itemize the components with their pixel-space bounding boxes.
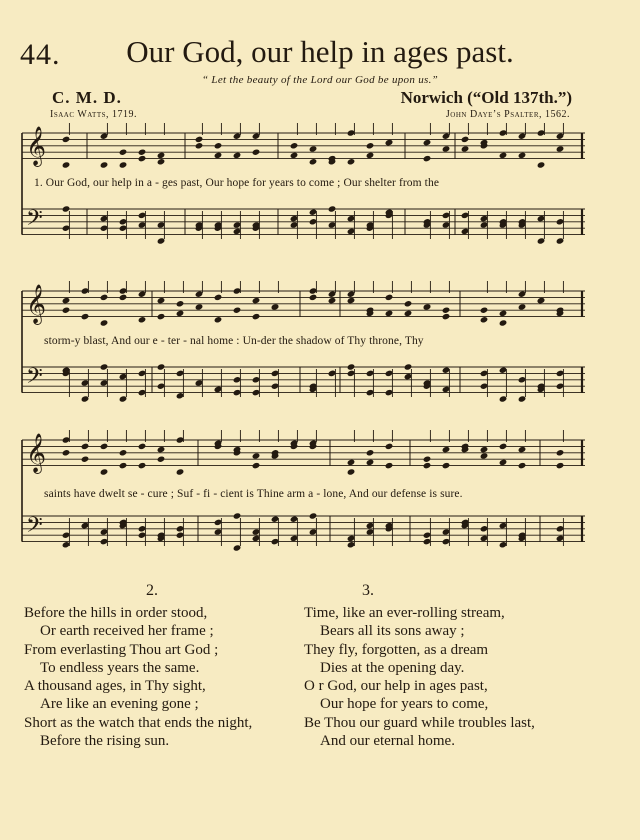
note-head	[499, 319, 508, 326]
note-head	[252, 149, 261, 156]
note-head	[214, 294, 223, 301]
note-head	[556, 145, 565, 152]
note-head	[366, 449, 375, 456]
note-head	[100, 468, 109, 475]
note-head	[499, 310, 508, 317]
note-head	[119, 161, 128, 168]
lyric-line-2: storm-y blast, And our e - ter - nal home : Un-der the shadow of Thy throne, Thy	[44, 335, 424, 347]
epigraph: “ Let the beauty of the Lord our God be upon us.”	[201, 74, 439, 86]
note-head	[100, 294, 109, 301]
note-head	[442, 145, 451, 152]
note-head	[480, 452, 489, 459]
note-head	[62, 161, 71, 168]
note-head	[309, 145, 318, 152]
note-head	[81, 313, 90, 320]
author-credit: Isaac Watts, 1719.	[50, 109, 137, 120]
note-head	[499, 152, 508, 159]
note-head	[119, 462, 128, 469]
meter-label: C. M. D.	[52, 88, 122, 107]
note-head	[252, 313, 261, 320]
tune-name: Norwich (“Old 137th.”)	[400, 88, 572, 107]
hymn-title: Our God, our help in ages past.	[126, 34, 514, 69]
note-head	[138, 149, 147, 156]
note-head	[347, 468, 356, 475]
note-head	[385, 294, 394, 301]
note-head	[423, 303, 432, 310]
bass-clef-icon: 𝄢	[26, 513, 43, 543]
note-head	[461, 136, 470, 143]
note-head	[423, 456, 432, 463]
note-head	[62, 307, 71, 314]
note-head	[385, 462, 394, 469]
verse-2	[24, 604, 252, 750]
note-head	[195, 136, 204, 143]
note-head	[499, 443, 508, 450]
note-head	[100, 443, 109, 450]
note-head	[537, 297, 546, 304]
note-head	[290, 152, 299, 159]
bass-clef-icon: 𝄢	[26, 364, 43, 394]
note-head	[195, 303, 204, 310]
hymn-number: 44.	[20, 38, 61, 71]
verse-line: And our eternal home.	[320, 733, 455, 750]
note-head	[233, 307, 242, 314]
verse-line: From everlasting Thou art God ;	[24, 641, 219, 658]
verse-line: Or earth received her frame ;	[40, 623, 214, 640]
note-head	[81, 443, 90, 450]
source-credit: John Daye’s Psalter, 1562.	[445, 109, 570, 120]
note-head	[404, 300, 413, 307]
note-head	[138, 462, 147, 469]
note-head	[119, 149, 128, 156]
note-head	[252, 462, 261, 469]
treble-clef-icon: 𝄞	[26, 126, 47, 166]
note-head	[328, 297, 337, 304]
note-head	[176, 300, 185, 307]
verse-3-number: 3.	[362, 582, 374, 599]
lyric-line-1: 1. Our God, our help in a - ges past, Our hope for years to come ; Our shelter from the	[34, 177, 440, 189]
verse-line: They fly, forgotten, as a dream	[304, 641, 489, 658]
verse-line: Time, like an ever-rolling stream,	[304, 605, 505, 621]
note-head	[309, 294, 318, 301]
verse-line: Before the hills in order stood,	[24, 605, 208, 621]
note-head	[423, 462, 432, 469]
note-head	[423, 155, 432, 162]
note-head	[385, 443, 394, 450]
note-head	[442, 313, 451, 320]
note-head	[138, 155, 147, 162]
note-head	[366, 152, 375, 159]
note-head	[404, 310, 413, 317]
note-head	[195, 142, 204, 149]
note-head	[366, 142, 375, 149]
verse-line: A thousand ages, in Thy sight,	[24, 678, 206, 695]
treble-clef-icon: 𝄞	[26, 433, 47, 473]
verse-line: Be Thou our guard while troubles last,	[304, 714, 535, 731]
note-head	[157, 446, 166, 453]
note-head	[252, 452, 261, 459]
note-head	[518, 462, 527, 469]
note-head	[176, 310, 185, 317]
note-head	[556, 462, 565, 469]
note-head	[62, 136, 71, 143]
note-head	[385, 139, 394, 146]
verse-line: Are like an evening gone ;	[40, 696, 199, 713]
note-head	[214, 142, 223, 149]
note-head	[119, 294, 128, 301]
note-head	[480, 446, 489, 453]
verse-line: Bears all its sons away ;	[320, 623, 465, 640]
note-head	[62, 449, 71, 456]
verse-3	[304, 604, 535, 750]
verse-line: Before the rising sun.	[40, 733, 170, 750]
lyric-line-3: saints have dwelt se - cure ; Suf - fi - cient is Thine arm a - lone, And our defense is sure.	[44, 488, 463, 500]
note-head	[518, 303, 527, 310]
note-head	[309, 158, 318, 165]
verse-line: Our hope for years to come,	[320, 696, 489, 713]
note-head	[176, 468, 185, 475]
note-head	[385, 310, 394, 317]
note-head	[214, 152, 223, 159]
note-head	[214, 316, 223, 323]
note-head	[347, 459, 356, 466]
note-head	[157, 456, 166, 463]
verse-line: O r God, our help in ages past,	[304, 678, 488, 695]
note-head	[271, 303, 280, 310]
verse-line: To endless years the same.	[40, 659, 200, 676]
note-head	[423, 139, 432, 146]
note-head	[252, 297, 261, 304]
treble-clef-icon: 𝄞	[26, 284, 47, 324]
verse-line: Short as the watch that ends the night,	[24, 714, 253, 731]
note-head	[157, 158, 166, 165]
note-head	[442, 307, 451, 314]
bass-clef-icon: 𝄢	[26, 206, 43, 236]
note-head	[138, 316, 147, 323]
note-head	[157, 313, 166, 320]
note-head	[62, 297, 71, 304]
note-head	[138, 443, 147, 450]
note-head	[100, 319, 109, 326]
note-head	[347, 158, 356, 165]
note-head	[157, 152, 166, 159]
note-head	[556, 449, 565, 456]
note-head	[518, 152, 527, 159]
verse-2-number: 2.	[146, 582, 158, 599]
note-head	[480, 316, 489, 323]
note-head	[81, 456, 90, 463]
note-head	[119, 449, 128, 456]
note-head	[366, 459, 375, 466]
note-head	[442, 462, 451, 469]
note-head	[157, 297, 166, 304]
note-head	[518, 446, 527, 453]
note-head	[480, 307, 489, 314]
note-head	[290, 142, 299, 149]
verse-line: Dies at the opening day.	[320, 659, 465, 676]
note-head	[537, 161, 546, 168]
note-head	[233, 152, 242, 159]
note-head	[100, 161, 109, 168]
note-head	[442, 446, 451, 453]
note-head	[461, 145, 470, 152]
note-head	[347, 297, 356, 304]
note-head	[499, 459, 508, 466]
